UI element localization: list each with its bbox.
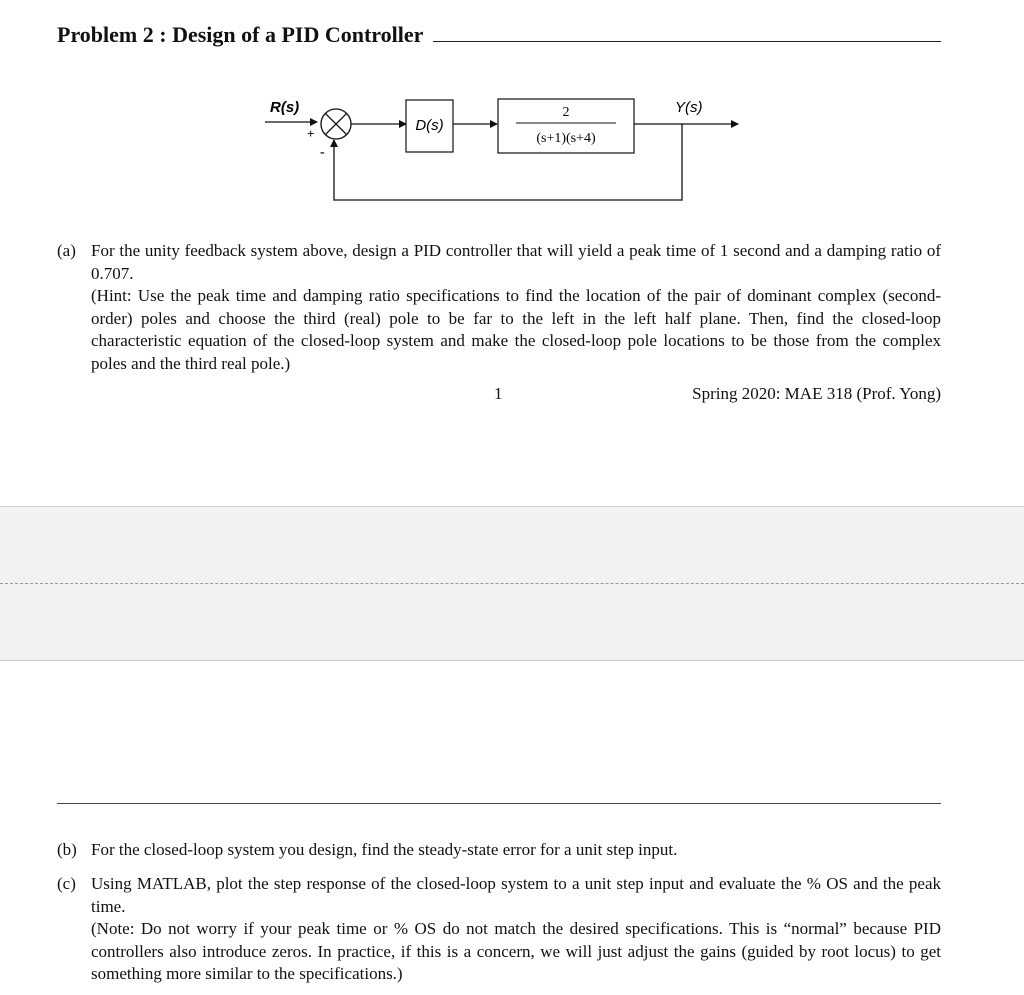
part-c	[57, 873, 941, 986]
part-a	[57, 240, 941, 375]
page-break-dashed-line	[0, 583, 1024, 584]
problem-heading	[57, 16, 941, 48]
part-c-label: (c)	[57, 874, 76, 893]
part-b-text: For the closed-loop system you design, find the steady-state error for a unit step input.	[91, 840, 678, 859]
part-c-text: Using MATLAB, plot the step response of the closed-loop system to a unit step input and evaluate the % OS and the peak time.	[91, 874, 941, 916]
summing-junction	[321, 109, 351, 139]
part-c-note: (Note: Do not worry if your peak time or % OS do not match the desired specifications. This is “normal” because PID controllers also introduce zeros. In practice, if this is a concern, we will just adjust the gains (guided by root locus) to get something more similar to the specifications.)	[91, 919, 941, 983]
block-diagram	[250, 88, 750, 208]
page-break	[0, 506, 1024, 661]
output-label: Y(s)	[675, 99, 703, 116]
title-rule	[433, 41, 941, 42]
plant-denominator: (s+1)(s+4)	[536, 131, 596, 146]
page-number: 1	[494, 384, 503, 403]
course-info: Spring 2020: MAE 318 (Prof. Yong)	[692, 384, 941, 403]
part-b	[57, 839, 941, 862]
part-b-label: (b)	[57, 840, 77, 859]
controller-label: D(s)	[415, 117, 444, 134]
section-rule	[57, 803, 941, 804]
part-a-hint: (Hint: Use the peak time and damping ratio specifications to find the location of the pair of dominant complex (second-order) poles and choose the third (real) pole to be far to the left in the left half plane. Then, find the closed-loop characteristic equation of the closed-loop system and make the closed-loop pole locations to be those from the complex poles and the third real pole.)	[91, 286, 941, 373]
part-a-label: (a)	[57, 241, 76, 260]
input-label: R(s)	[270, 99, 300, 116]
minus-sign: -	[320, 145, 325, 160]
part-a-text: For the unity feedback system above, design a PID controller that will yield a peak time of 1 second and a damping ratio of 0.707.	[91, 241, 941, 283]
plant-numerator: 2	[562, 105, 570, 120]
problem-title: Problem 2 : Design of a PID Controller	[57, 22, 424, 47]
plus-sign: +	[307, 126, 315, 141]
